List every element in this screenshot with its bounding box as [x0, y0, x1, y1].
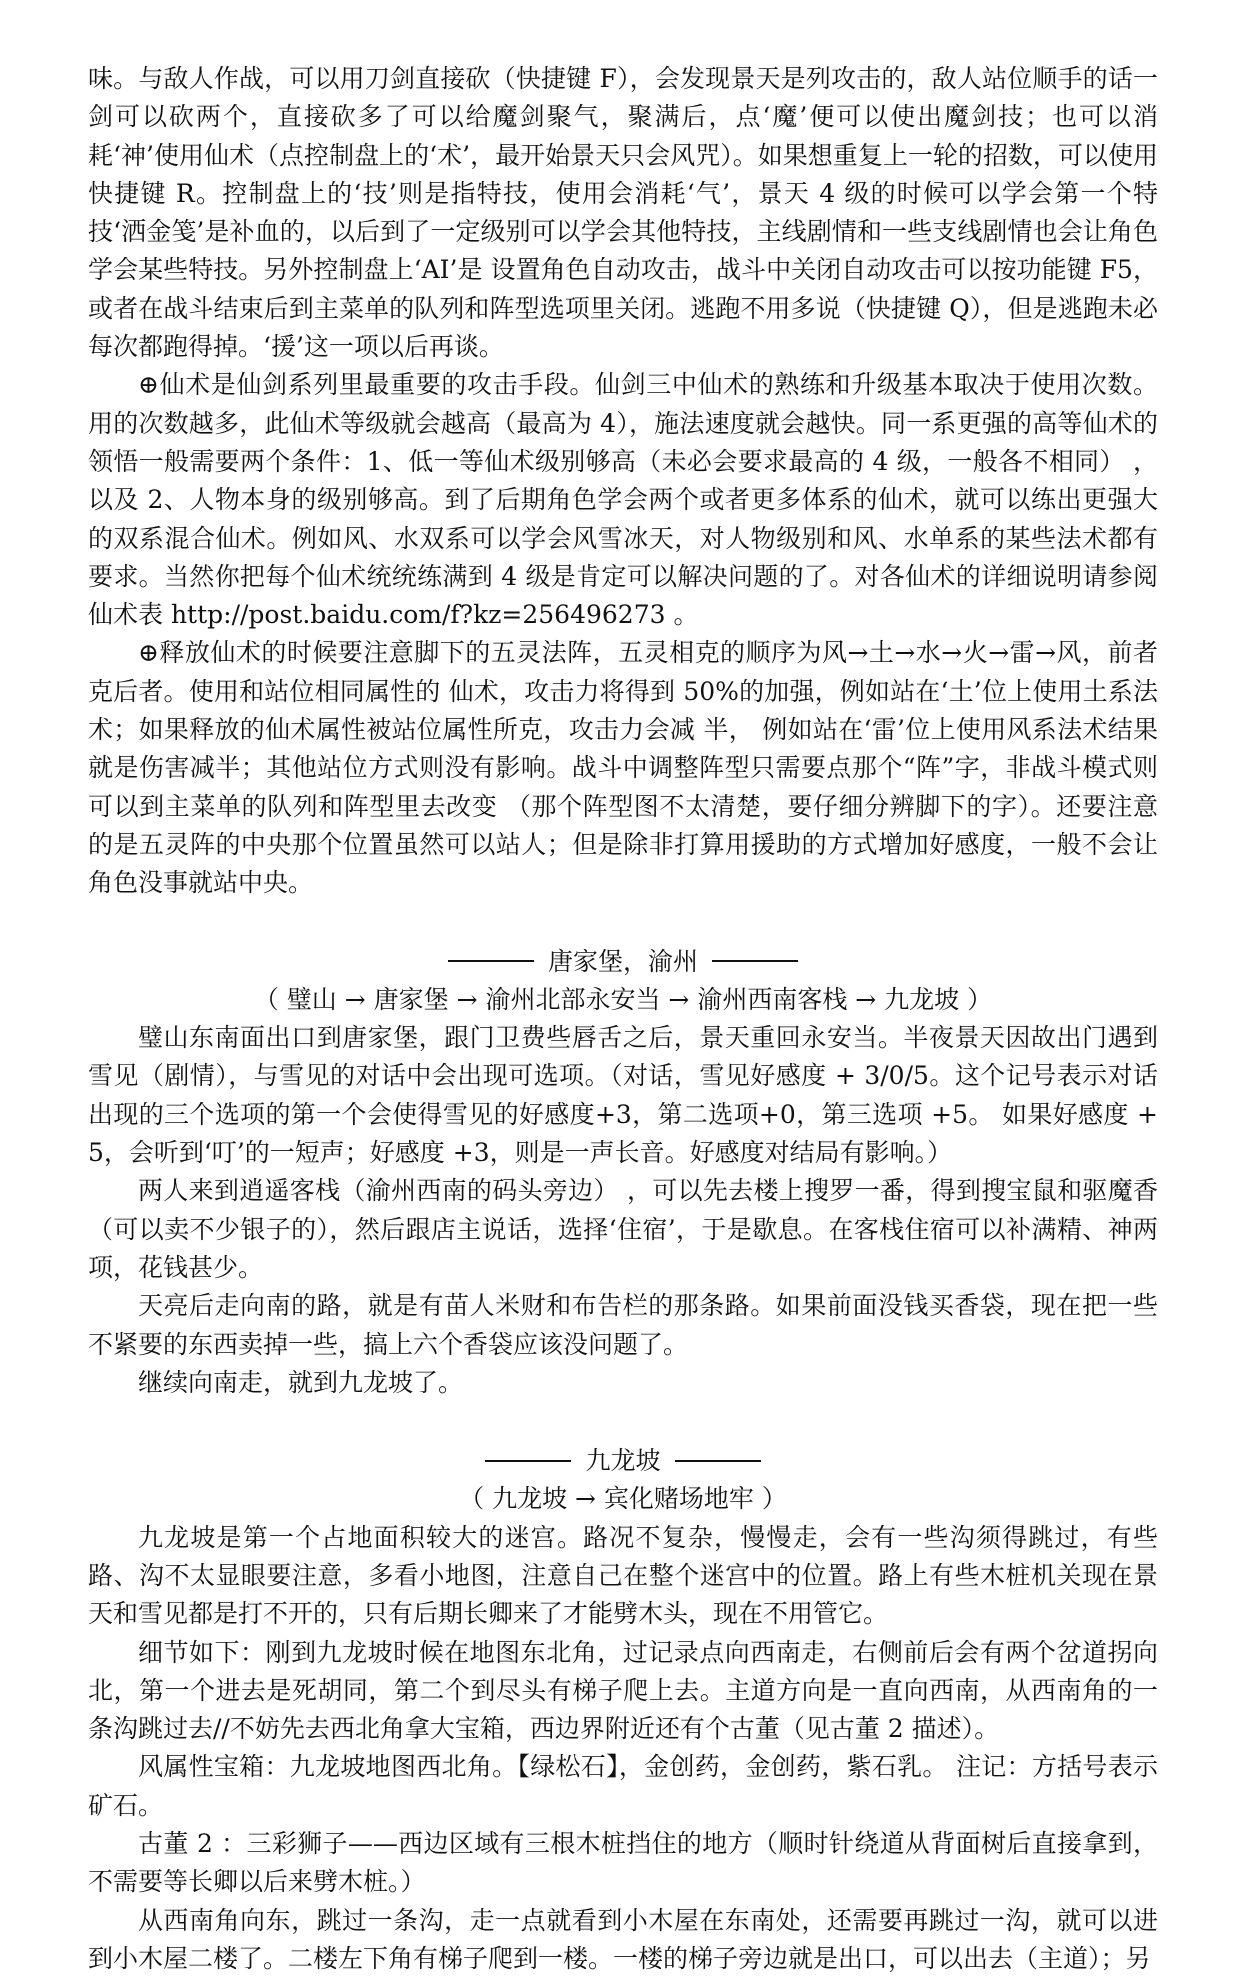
paragraph: 天亮后走向南的路，就是有苗人米财和布告栏的那条路。如果前面没钱买香袋，现在把一些不紧要的东西卖掉一些，搞上六个香袋应该没问题了。 — [88, 1291, 1158, 1359]
section-heading-tangjiabao — [88, 943, 1158, 981]
paragraph: 九龙坡是第一个占地面积较大的迷宫。路况不复杂，慢慢走，会有一些沟须得跳过，有些路、沟不太显眼要注意，多看小地图，注意自己在整个迷宫中的位置。路上有些木桩机关现在景天和雪见都是打不开的，只有后期长卿来了才能劈木头，现在不用管它。 — [88, 1522, 1158, 1629]
document-page — [88, 60, 1158, 1978]
paragraph: 古董 2 ：三彩狮子——西边区域有三根木桩挡住的地方（顺时针绕道从背面树后直接拿到，不需要等长卿以后来劈木桩。） — [88, 1829, 1158, 1897]
heading-rule-right — [712, 960, 798, 962]
paragraph: 风属性宝箱：九龙坡地图西北角。【绿松石】，金创药，金创药，紫石乳。 注记：方括号表示矿石。 — [88, 1752, 1158, 1820]
heading-rule-left — [448, 960, 534, 962]
heading-rule-left — [485, 1460, 571, 1462]
section-gap — [88, 903, 1158, 943]
heading-rule-right — [675, 1460, 761, 1462]
intro-paragraph-2: ⊕仙术是仙剑系列里最重要的攻击手段。仙剑三中仙术的熟练和升级基本取决于使用次数。用的次数越多，此仙术等级就会越高（最高为 4），施法速度就会越快。同一系更强的高等仙术的领悟一般需要两个条件：1、低一等仙术级别够高（未必会要求最高的 4 级，一般各不相同） ，以及 2、人物本身的级别够高。到了后期角色学会两个或者更多体系的仙术，就可以练出更强大的双系混合仙术。例如风、水双系可以学会风雪冰天，对人物级别和风、水单系的某些法术都有要求。当然你把每个仙术统统练满到 4 级是肯定可以解决问题的了。对各仙术的详细说明请参阅仙术表 http://post.baidu.com/f?kz=256496273 。 — [88, 370, 1158, 630]
section-heading-jiulongpo — [88, 1442, 1158, 1480]
section-route-jiulongpo: （ 九龙坡 → 宾化赌场地牢 ） — [459, 1484, 787, 1514]
section-title: 唐家堡，渝州 — [547, 946, 698, 976]
section-gap — [88, 1402, 1158, 1442]
section-title: 九龙坡 — [585, 1446, 661, 1476]
intro-paragraph-3: ⊕释放仙术的时候要注意脚下的五灵法阵，五灵相克的顺序为风→土→水→火→雷→风，前者克后者。使用和站位相同属性的 仙术，攻击力将得到 50%的加强，例如站在‘土’位上使用土系法术；如果释放的仙术属性被站位属性所克，攻击力会减 半， 例如站在‘雷’位上使用风系法术结果就是伤害减半；其他站位方式则没有影响。战斗中调整阵型只需要点那个“阵”字，非战斗模式则可以到主菜单的队列和阵型里去改变 （那个阵型图不太清楚，要仔细分辨脚下的字）。还要注意的是五灵阵的中央那个位置虽然可以站人；但是除非打算用援助的方式增加好感度，一般不会让角色没事就站中央。 — [88, 638, 1158, 898]
paragraph: 两人来到逍遥客栈（渝州西南的码头旁边） ，可以先去楼上搜罗一番，得到搜宝鼠和驱魔香（可以卖不少银子的），然后跟店主说话，选择‘住宿’，于是歇息。在客栈住宿可以补满精、神两项，花钱甚少。 — [88, 1176, 1158, 1282]
paragraph: 继续向南走，就到九龙坡了。 — [138, 1367, 464, 1397]
section-route-tangjiabao: （ 璧山 → 唐家堡 → 渝州北部永安当 → 渝州西南客栈 → 九龙坡 ） — [253, 984, 993, 1014]
paragraph: 璧山东南面出口到唐家堡，跟门卫费些唇舌之后，景天重回永安当。半夜景天因故出门遇到雪见（剧情），与雪见的对话中会出现可选项。（对话，雪见好感度 + 3/0/5。这个记号表示对话出现的三个选项的第一个会使得雪见的好感度+3，第二选项+0，第三选项 +5。 如果好感度 +5，会听到‘叮’的一短声；好感度 +3，则是一声长音。好感度对结局有影响。） — [88, 1023, 1158, 1168]
paragraph: 细节如下：刚到九龙坡时候在地图东北角，过记录点向西南走，右侧前后会有两个岔道拐向北，第一个进去是死胡同，第二个到尽头有梯子爬上去。主道方向是一直向西南，从西南角的一条沟跳过去//不妨先去西北角拿大宝箱，西边界附近还有个古董（见古董 2 描述）。 — [88, 1637, 1158, 1744]
intro-paragraph-1: 味。与敌人作战，可以用刀剑直接砍（快捷键 F），会发现景天是列攻击的，敌人站位顺手的话一剑可以砍两个，直接砍多了可以给魔剑聚气，聚满后，点‘魔’便可以使出魔剑技；也可以消耗‘神’使用仙术（点控制盘上的‘术’，最开始景天只会风咒）。如果想重复上一轮的招数，可以使用快捷键 R。控制盘上的‘技’则是指特技，使用会消耗‘气’，景天 4 级的时候可以学会第一个特技‘洒金笺’是补血的，以后到了一定级别可以学会其他特技，主线剧情和一些支线剧情也会让角色学会某些特技。另外控制盘上‘AI’是 设置角色自动攻击，战斗中关闭自动攻击可以按功能键 F5，或者在战斗结束后到主菜单的队列和阵型选项里关闭。逃跑不用多说（快捷键 Q），但是逃跑未必每次都跑得掉。‘援’这一项以后再谈。 — [88, 64, 1158, 362]
paragraph: 从西南角向东，跳过一条沟，走一点就看到小木屋在东南处，还需要再跳过一沟，就可以进到小木屋二楼了。二楼左下角有梯子爬到一楼。一楼的梯子旁边就是出口，可以出去（主道）；另 — [88, 1905, 1158, 1973]
